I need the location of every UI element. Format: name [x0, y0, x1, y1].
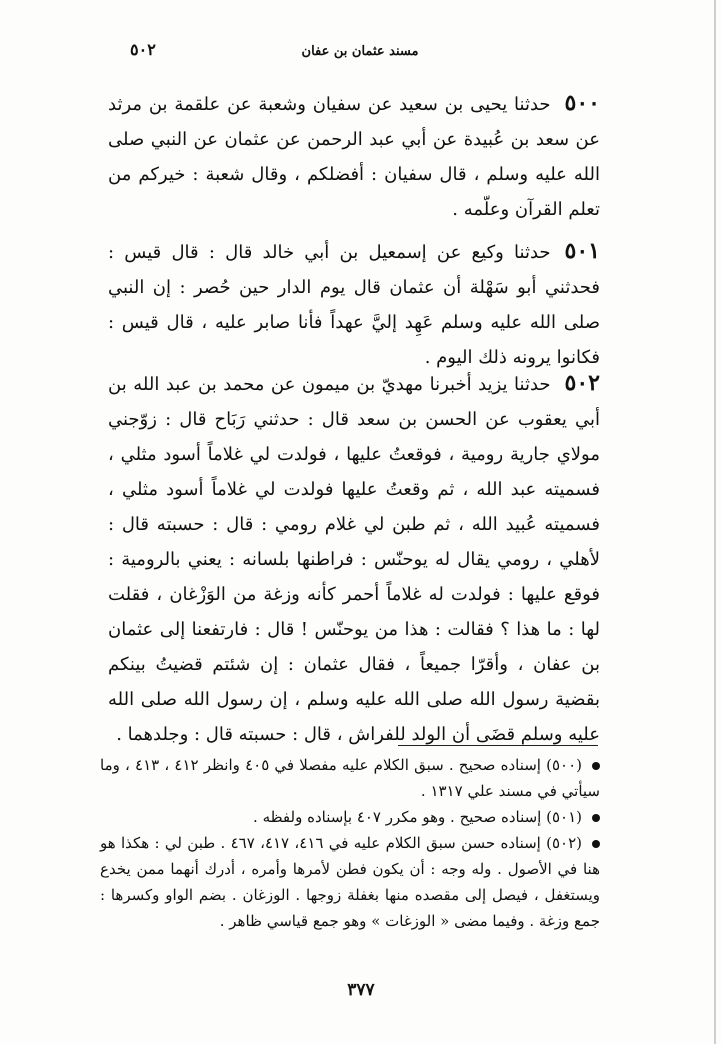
footnote-500	[100, 752, 600, 804]
hadith-text: حدثنا وكيع عن إسمعيل بن أبي خالد قال : قال قيس : فحدثني أبو سَهْلة أن عثمان قال يوم الدار حين حُصر : إن النبي صلى الله عليه وسلم عَهِد إليَّ عهداً فأنا صابر عليه ، قال قيس : فكانوا يرونه ذلك اليوم .	[108, 242, 600, 368]
footer-page-number: ٣٧٧	[347, 980, 375, 1000]
footnote-text: (٥٠١) إسناده صحيح . وهو مكرر ٤٠٧ بإسناده ولفظه .	[253, 808, 582, 826]
hadith-text: حدثنا يحيى بن سعيد عن سفيان وشعبة عن علقمة بن مرثد عن سعد بن عُبيدة عن أبي عبد الرحمن عن عثمان عن النبي صلى الله عليه وسلم ، قال سفيان : أفضلكم ، وقال شعبة : خيركم من تعلم القرآن وعلّمه .	[108, 94, 600, 220]
bullet-icon	[592, 762, 600, 770]
bullet-icon	[592, 840, 600, 848]
bullet-icon	[592, 814, 600, 822]
hadith-502	[108, 366, 600, 752]
footnote-text: (٥٠٠) إسناده صحيح . سبق الكلام عليه مفصلا في ٤٠٥ وانظر ٤١٢ ، ٤١٣ ، وما سيأتي في مسند علي ١٣١٧ .	[100, 756, 600, 800]
footnote-text: (٥٠٢) إسناده حسن سبق الكلام عليه في ٤١٦، ٤١٧، ٤٦٧ . طبن لي : هكذا هو هنا في الأصول . وله وجه : أن يكون فطن لأمرها وأمره ، أدرك أنهما ممن يخدع ويستغفل ، فيصل إلى مقصده منها بغفلة زوجها . الوزغان . بضم الواو وكسرها : جمع وزغة . وفيما مضى « الوزغات » وهو جمع قياسي ظاهر .	[100, 834, 600, 930]
hadith-number: ٥٠٢	[564, 370, 600, 396]
footnotes	[100, 752, 600, 934]
footnote-501	[100, 804, 600, 830]
hadith-501	[108, 234, 600, 375]
hadith-number: ٥٠١	[564, 238, 600, 264]
hadith-500	[108, 86, 600, 227]
page-header	[130, 40, 590, 70]
header-page-number: ٥٠٢	[130, 40, 156, 59]
page-edge	[714, 0, 716, 1044]
hadith-text: حدثنا يزيد أخبرنا مهديّ بن ميمون عن محمد بن عبد الله بن أبي يعقوب عن الحسن بن سعد قال : حدثني رَبَاح قال : زوّجني مولاي جارية رومية ، فوقعتُ عليها ، فولدت لي غلاماً أسود مثلي ، فسميته عبد الله ، ثم وقعتُ عليها فولدت لي غلاماً أسود مثلي ، فسميته عُبيد الله ، ثم طبن لي غلام رومي : قال : حسبته قال : لأهلي ، رومي يقال له يوحنّس : فراطنها بلسانه : يعني بالرومية : فوقع عليها : فولدت له غلاماً أحمر كأنه وزغة من الوَزْغان ، فقلت لها : ما هذا ؟ فقالت : هذا من يوحنّس ! قال : فارتفعنا إلى عثمان بن عفان ، وأقرّا جميعاً ، فقال عثمان : إن شئتم قضيتُ بينكم بقضية رسول الله صلى الله عليه وسلم ، إن رسول الله صلى الله عليه وسلم قضَى أن الولد للفراش ، قال : حسبته قال : وجلدهما .	[108, 374, 600, 745]
footnote-divider	[398, 745, 598, 746]
hadith-number: ٥٠٠	[564, 90, 600, 116]
header-title: مسند عثمان بن عفان	[301, 44, 419, 59]
footnote-502	[100, 830, 600, 934]
